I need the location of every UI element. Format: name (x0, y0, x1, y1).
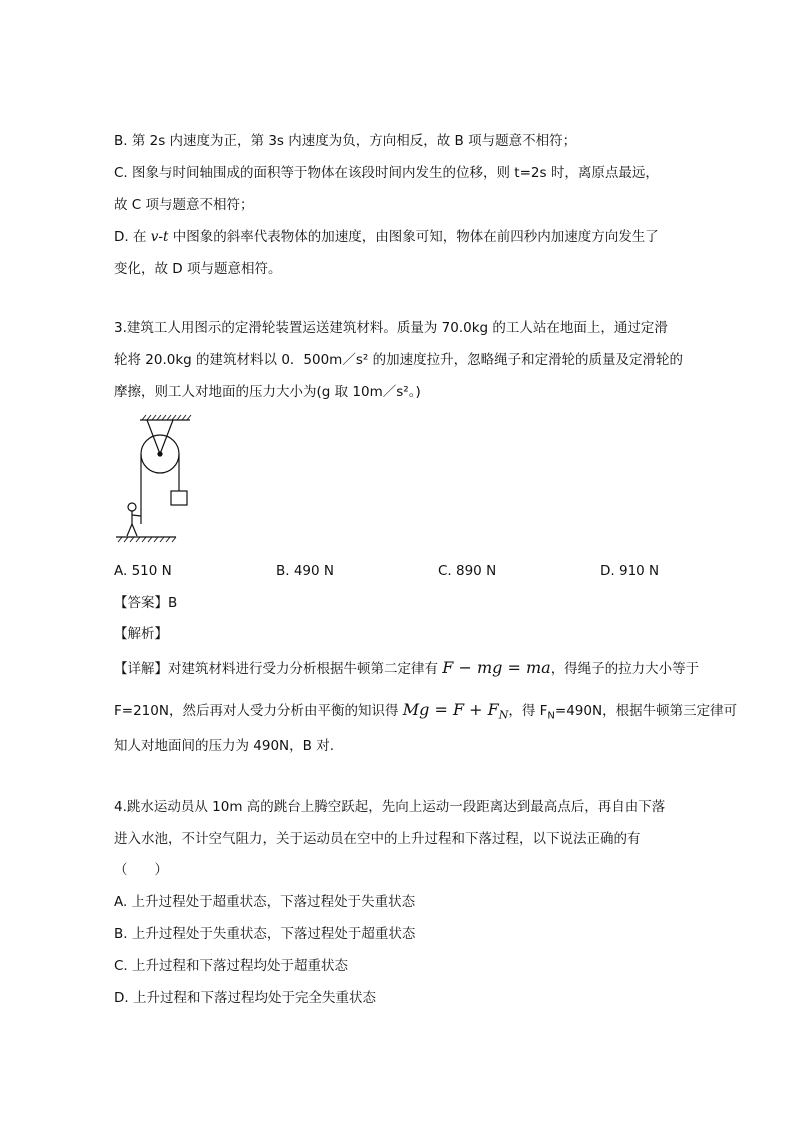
q3-formula-balance: Mg = F + F (402, 700, 499, 719)
worker-arm (132, 515, 141, 516)
q3-detail2-mid: ，得 F (508, 703, 548, 719)
q3-detail-line2 (114, 700, 737, 727)
ground-hatch (118, 537, 176, 542)
q3-analysis-label: 【解析】 (114, 626, 168, 642)
analysis-d-text: 中图象的斜率代表物体的加速度，由图象可知，物体在前四秒内加速度方向发生了 (168, 229, 659, 245)
analysis-d-line2: 变化，故 D 项与题意相符。 (114, 261, 282, 277)
worker-head (128, 503, 136, 511)
q4-stem-line3: （ ） (114, 862, 168, 878)
pulley-support-left (147, 420, 160, 454)
q3-detail2-text: F=210N，然后再对人受力分析由平衡的知识得 (114, 703, 403, 719)
q3-option-b: B. 490 N (276, 563, 335, 579)
pulley-axle (158, 452, 162, 456)
q4-option-d: D. 上升过程和下落过程均处于完全失重状态 (114, 990, 376, 1006)
worker-leg-right (132, 524, 137, 536)
worker-leg-left (127, 524, 132, 536)
ceiling-hatch (142, 415, 191, 420)
q3-formula-newton: F − mg = ma (442, 658, 551, 677)
q3-answer: 【答案】B (114, 595, 178, 611)
q3-fn-sub: N (547, 710, 555, 722)
q4-option-b: B. 上升过程处于失重状态，下落过程处于超重状态 (114, 926, 416, 942)
q4-option-a: A. 上升过程处于超重状态，下落过程处于失重状态 (114, 894, 416, 910)
q3-formula-sub: N (498, 708, 509, 722)
analysis-d-prefix: D. 在 (114, 229, 151, 245)
q3-stem-line3: 摩擦，则工人对地面的压力大小为(g 取 10m／s²。) (114, 384, 421, 400)
q3-detail-text: 【详解】对建筑材料进行受力分析根据牛顿第二定律有 (114, 661, 443, 677)
analysis-b: B. 第 2s 内速度为正，第 3s 内速度为负，方向相反，故 B 项与题意不相符； (114, 133, 577, 149)
pulley-diagram (112, 412, 202, 550)
pulley-support-right (160, 420, 173, 454)
q3-detail-line3: 知人对地面间的压力为 490N，B 对. (114, 738, 335, 754)
q4-stem-line2: 进入水池，不计空气阻力，关于运动员在空中的上升过程和下落过程，以下说法正确的有 (114, 831, 641, 847)
analysis-c-line2: 故 C 项与题意不相符； (114, 197, 254, 213)
q4-stem-line1: 4.跳水运动员从 10m 高的跳台上腾空跃起，先向上运动一段距离达到最高点后，再自由下落 (114, 799, 666, 815)
q3-option-d: D. 910 N (600, 563, 660, 579)
q3-detail-text-end: ，得绳子的拉力大小等于 (550, 661, 700, 677)
vt-symbol: v-t (150, 229, 169, 245)
analysis-c-line1: C. 图象与时间轴围成的面积等于物体在该段时间内发生的位移，则 t=2s 时，离原点最远， (114, 165, 659, 181)
material-box (171, 491, 187, 505)
q3-option-c: C. 890 N (438, 563, 497, 579)
q3-detail2-tail: =490N，根据牛顿第三定律可 (554, 703, 738, 719)
q3-stem-line2: 轮将 20.0kg 的建筑材料以 0．500m／s² 的加速度拉升，忽略绳子和定滑轮的质量及定滑轮的 (114, 352, 684, 368)
analysis-d-line1 (114, 227, 659, 247)
q4-option-c: C. 上升过程和下落过程均处于超重状态 (114, 958, 349, 974)
q3-option-a: A. 510 N (114, 563, 172, 579)
q3-detail-line1 (114, 658, 699, 679)
q3-stem-line1: 3.建筑工人用图示的定滑轮装置运送建筑材料。质量为 70.0kg 的工人站在地面上，通过定滑 (114, 320, 668, 336)
